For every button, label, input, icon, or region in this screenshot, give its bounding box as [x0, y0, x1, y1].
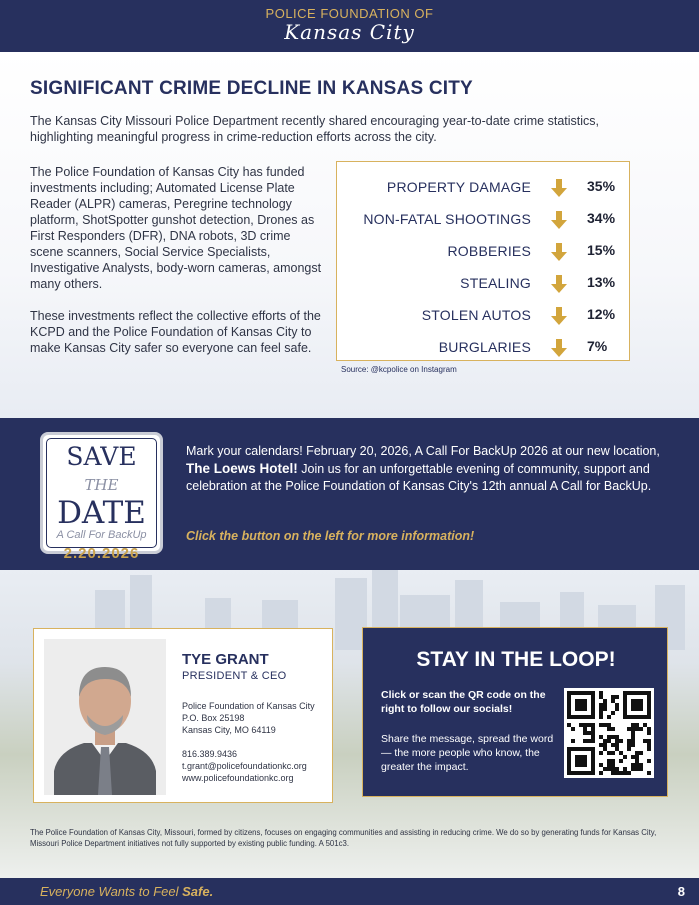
stat-percent: 15% [587, 242, 616, 258]
down-arrow-icon [549, 210, 569, 230]
stat-label: NON-FATAL SHOOTINGS [363, 211, 531, 227]
stat-row [337, 272, 631, 296]
date-word: DATE [57, 495, 146, 531]
stat-label: PROPERTY DAMAGE [386, 179, 531, 195]
foundation-logo[interactable] [0, 6, 699, 42]
contact-email[interactable]: t.grant@policefoundationkc.org [182, 761, 307, 771]
foundation-footnote: The Police Foundation of Kansas City, Missouri, formed by citizens, focuses on engaging communities and assisting in reducing crime. We do so by generating funds for Kansas City, Missouri Police Department initiatives not fully supported by existing public funding. A 501c3. [30, 828, 657, 848]
save-word: SAVE [66, 442, 137, 471]
contact-card [33, 628, 333, 803]
stat-row [337, 176, 631, 200]
event-date: 2.20.2026 [63, 545, 140, 562]
footer-bar [0, 878, 699, 905]
portrait-image [44, 639, 166, 795]
down-arrow-icon [549, 178, 569, 198]
contact-role: PRESIDENT & CEO [182, 670, 287, 682]
down-arrow-icon [549, 274, 569, 294]
save-the-date-frame [46, 438, 157, 562]
stat-percent: 34% [587, 210, 616, 226]
stat-percent: 13% [587, 274, 616, 290]
article-paragraph-efforts: These investments reflect the collective efforts of the KCPD and the Police Foundation of Kansas City to make Kansas City safer so everyone can feel safe. [30, 309, 321, 355]
contact-org: Police Foundation of Kansas City [182, 701, 315, 711]
save-the-heading [47, 444, 156, 498]
contact-website[interactable]: www.policefoundationkc.org [182, 773, 294, 783]
the-word: THE [84, 476, 119, 494]
stat-row [337, 336, 631, 360]
logo-top-text: POLICE FOUNDATION OF [265, 6, 434, 21]
article-intro: The Kansas City Missouri Police Department recently shared encouraging year-to-date crime statistics, highlighting meaningful progress in crime-reduction efforts across the city. [30, 114, 599, 144]
qr-code[interactable] [564, 688, 654, 778]
down-arrow-icon [549, 338, 569, 358]
contact-po-box: P.O. Box 25198 [182, 713, 245, 723]
qr-code-icon [567, 691, 651, 775]
save-the-date-button[interactable] [40, 432, 163, 562]
article-title: SIGNIFICANT CRIME DECLINE IN KANSAS CITY [30, 78, 473, 99]
down-arrow-icon [549, 306, 569, 326]
tagline-bold: Safe. [182, 884, 214, 899]
stat-percent: 7% [587, 338, 608, 354]
event-description [186, 443, 666, 495]
stat-row [337, 240, 631, 264]
page-number: 8 [677, 884, 685, 899]
loop-title: STAY IN THE LOOP! [416, 648, 616, 671]
logo-script-text: Kansas City [284, 20, 415, 44]
event-cta: Click the button on the left for more information! [186, 529, 475, 543]
footer-tagline [40, 884, 213, 899]
article-paragraph-investments: The Police Foundation of Kansas City has funded investments including; Automated License Plate Reader (ALPR) cameras, Peregrine technology platform, ShotSpotter gunshot detection, Drones as First Responders (DFR), DNA robots, 3D crime scene scanners, Social Service Specialists, Investigative Analysts, body-worn cameras, amongst many others. [30, 165, 322, 291]
stat-row [337, 208, 631, 232]
stat-row [337, 304, 631, 328]
contact-city: Kansas City, MO 64119 [182, 725, 276, 735]
stat-label: STOLEN AUTOS [421, 307, 531, 323]
header-bar [0, 0, 699, 52]
event-text-after: Join us for an unforgettable evening of community, support and celebration at the Police Foundation of Kansas City's 12th annual A Call for BackUp. [186, 462, 652, 493]
stat-percent: 12% [587, 306, 616, 322]
ceo-photo [44, 639, 166, 795]
down-arrow-icon [549, 242, 569, 262]
contact-phone[interactable]: 816.389.9436 [182, 749, 238, 759]
loop-instruction: Click or scan the QR code on the right to follow our socials! [381, 689, 546, 715]
loop-message: Share the message, spread the word — the more people who know, the greater the impact. [381, 733, 554, 773]
stat-label: ROBBERIES [447, 243, 531, 259]
stay-in-loop-card [362, 627, 668, 797]
article-body [30, 164, 322, 356]
stat-label: BURGLARIES [438, 339, 531, 355]
contact-name: TYE GRANT [182, 651, 269, 668]
event-venue: The Loews Hotel! [186, 461, 298, 476]
tagline-prefix: Everyone Wants to Feel [40, 884, 183, 899]
event-text-before: Mark your calendars! February 20, 2026, A Call For BackUp 2026 at our new location, [186, 444, 660, 458]
stat-percent: 35% [587, 178, 616, 194]
stats-source: Source: @kcpolice on Instagram [341, 365, 457, 374]
stat-label: STEALING [460, 275, 531, 291]
event-name: A Call For BackUp [56, 529, 147, 541]
crime-stats-box [336, 161, 630, 361]
